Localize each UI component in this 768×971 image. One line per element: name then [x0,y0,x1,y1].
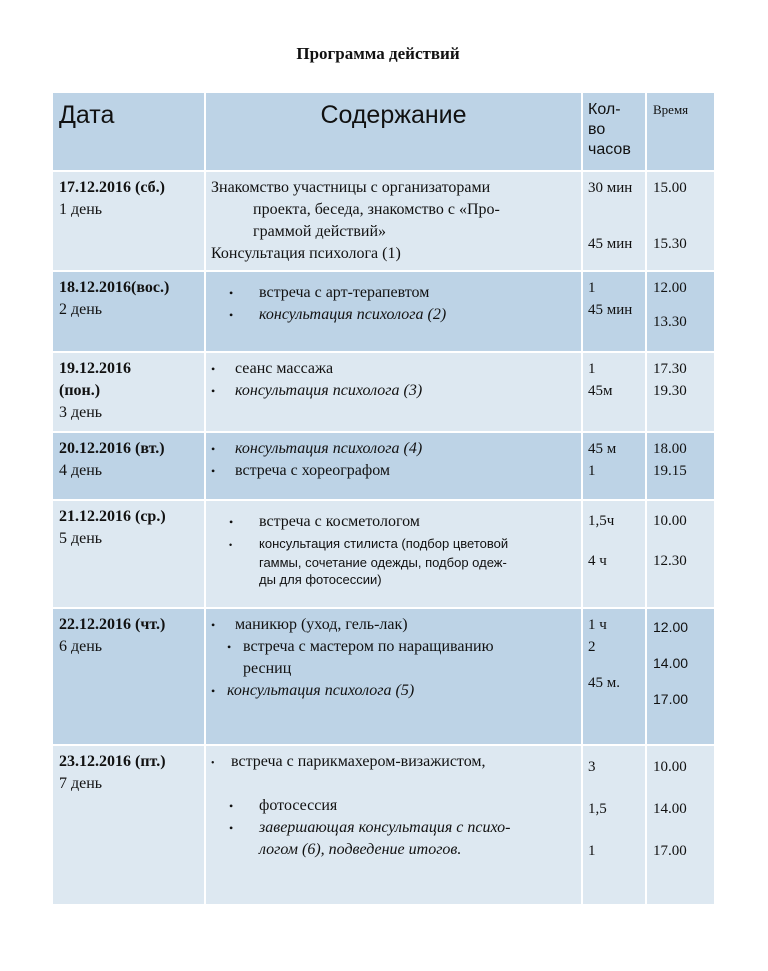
date-text: 22.12.2016 (чт.) [59,616,166,633]
date-cell [52,500,205,608]
content-line: • консультация стилиста (подбор цветовой [211,535,577,554]
time-value: 18.00 [653,441,687,457]
hours-value: 1 [588,843,596,859]
time-value: 10.00 [653,759,687,775]
content-cell [205,171,582,271]
date-text: 20.12.2016 (вт.) [59,440,165,457]
date-cell [52,745,205,905]
hours-value: 45 м [588,441,617,457]
bullet-icon: • [229,821,234,835]
header-content: Содержание [205,92,582,171]
time-value: 14.00 [653,801,687,817]
time-value: 13.30 [653,314,687,330]
content-line: • встреча с арт-терапевтом [211,282,577,304]
header-hours-line: во [588,121,606,138]
content-line: • консультация психолога (4) [211,438,577,460]
day-text: 5 день [59,530,103,547]
bullet-icon: • [229,799,234,813]
time-value: 10.00 [653,513,687,529]
hours-value: 1,5ч [588,513,615,529]
bullet-icon: • [211,464,216,478]
date-text: 18.12.2016(вос.) [59,279,170,296]
hours-cell [582,352,646,432]
content-line: • консультация психолога (2) [211,304,577,326]
bullet-icon: • [229,308,234,322]
bullet-icon: • [211,384,216,398]
content-line: логом (6), подведение итогов. [259,841,462,858]
content-line: • встреча с косметологом [211,511,577,533]
time-value: 15.00 [653,180,687,196]
time-cell [646,500,715,608]
hours-value: 1 [588,361,596,377]
time-value: 19.15 [653,463,687,479]
hours-value: 1 [588,280,596,296]
content-cell [205,745,582,905]
content-line: граммой действий» [253,223,387,240]
hours-cell [582,608,646,745]
date-cell [52,432,205,500]
header-time: Время [646,92,715,171]
time-value: 17.00 [653,843,687,859]
content-line: • фотосессия [211,795,577,817]
content-line: • маникюр (уход, гель-лак) [211,614,577,636]
hours-value: 1 ч [588,617,607,633]
time-cell [646,271,715,352]
bullet-icon: • [211,684,216,698]
content-line: • встреча с парикмахером-визажистом, [211,751,577,775]
hours-cell [582,745,646,905]
bullet-icon: • [211,618,216,632]
content-line: • консультация психолога (3) [211,380,577,402]
hours-value: 3 [588,759,596,775]
page-title: Программа действий [296,44,460,63]
hours-cell [582,432,646,500]
time-cell [646,608,715,745]
table-row [52,500,715,608]
bullet-icon: • [229,515,234,529]
date-cell [52,271,205,352]
content-cell [205,352,582,432]
header-hours-line: часов [588,141,631,158]
content-line: • встреча с мастером по наращиванию [211,636,577,658]
header-date: Дата [52,92,205,171]
content-line: ресниц [243,660,292,677]
table-header-row [52,92,715,171]
time-value: 12.30 [653,553,687,569]
time-value: 12.00 [653,619,689,635]
schedule-table [51,91,714,906]
content-cell [205,608,582,745]
table-row [52,608,715,745]
date-text: 19.12.2016 [59,360,131,377]
hours-value: 1 [588,463,596,479]
hours-value: 1,5 [588,801,607,817]
hours-cell [582,500,646,608]
time-cell [646,432,715,500]
bullet-icon: • [211,362,216,376]
table-row [52,745,715,905]
bullet-icon: • [211,442,216,456]
time-cell [646,745,715,905]
bullet-icon: • [229,540,233,550]
hours-cell [582,271,646,352]
table-row [52,171,715,271]
content-line: гаммы, сочетание одежды, подбор одеж- [259,555,507,570]
header-hours [582,92,646,171]
date-cell [52,171,205,271]
date-cell [52,352,205,432]
content-cell [205,500,582,608]
bullet-icon: • [211,758,215,769]
content-line: Знакомство участницы с организаторами [211,179,491,196]
hours-value: 45 мин [588,302,633,318]
day-text: 1 день [59,201,103,218]
day-text: 6 день [59,638,103,655]
content-line: Консультация психолога (1) [211,245,401,262]
content-line: проекта, беседа, знакомство с «Про- [253,201,500,218]
time-value: 17.00 [653,691,689,707]
time-value: 19.30 [653,383,687,399]
time-value: 17.30 [653,361,687,377]
date-text: 21.12.2016 (ср.) [59,508,166,525]
content-line: • завершающая консультация с психо- [211,817,577,839]
bullet-icon: • [227,640,232,654]
header-hours-line: Кол- [588,101,621,118]
day-text: 7 день [59,775,103,792]
time-cell [646,352,715,432]
hours-cell [582,171,646,271]
hours-value: 4 ч [588,553,607,569]
table-row [52,432,715,500]
day-text: 4 день [59,462,103,479]
content-cell [205,432,582,500]
date-text: (пон.) [59,382,101,399]
content-cell [205,271,582,352]
time-cell [646,171,715,271]
content-line: • консультация психолога (5) [211,680,577,702]
hours-value: 2 [588,639,596,655]
content-line: • сеанс массажа [211,358,577,380]
date-text: 17.12.2016 (сб.) [59,179,165,196]
time-value: 12.00 [653,280,687,296]
hours-value: 30 мин [588,180,633,196]
date-text: 23.12.2016 (пт.) [59,753,166,770]
content-line: ды для фотосессии) [259,572,382,587]
table-row [52,352,715,432]
table-row [52,271,715,352]
hours-value: 45 мин [588,236,633,252]
content-line: • встреча с хореографом [211,460,577,482]
day-text: 3 день [59,404,103,421]
hours-value: 45 м. [588,675,620,691]
time-value: 14.00 [653,655,689,671]
day-text: 2 день [59,301,103,318]
time-value: 15.30 [653,236,687,252]
bullet-icon: • [229,286,234,300]
hours-value: 45м [588,383,613,399]
date-cell [52,608,205,745]
